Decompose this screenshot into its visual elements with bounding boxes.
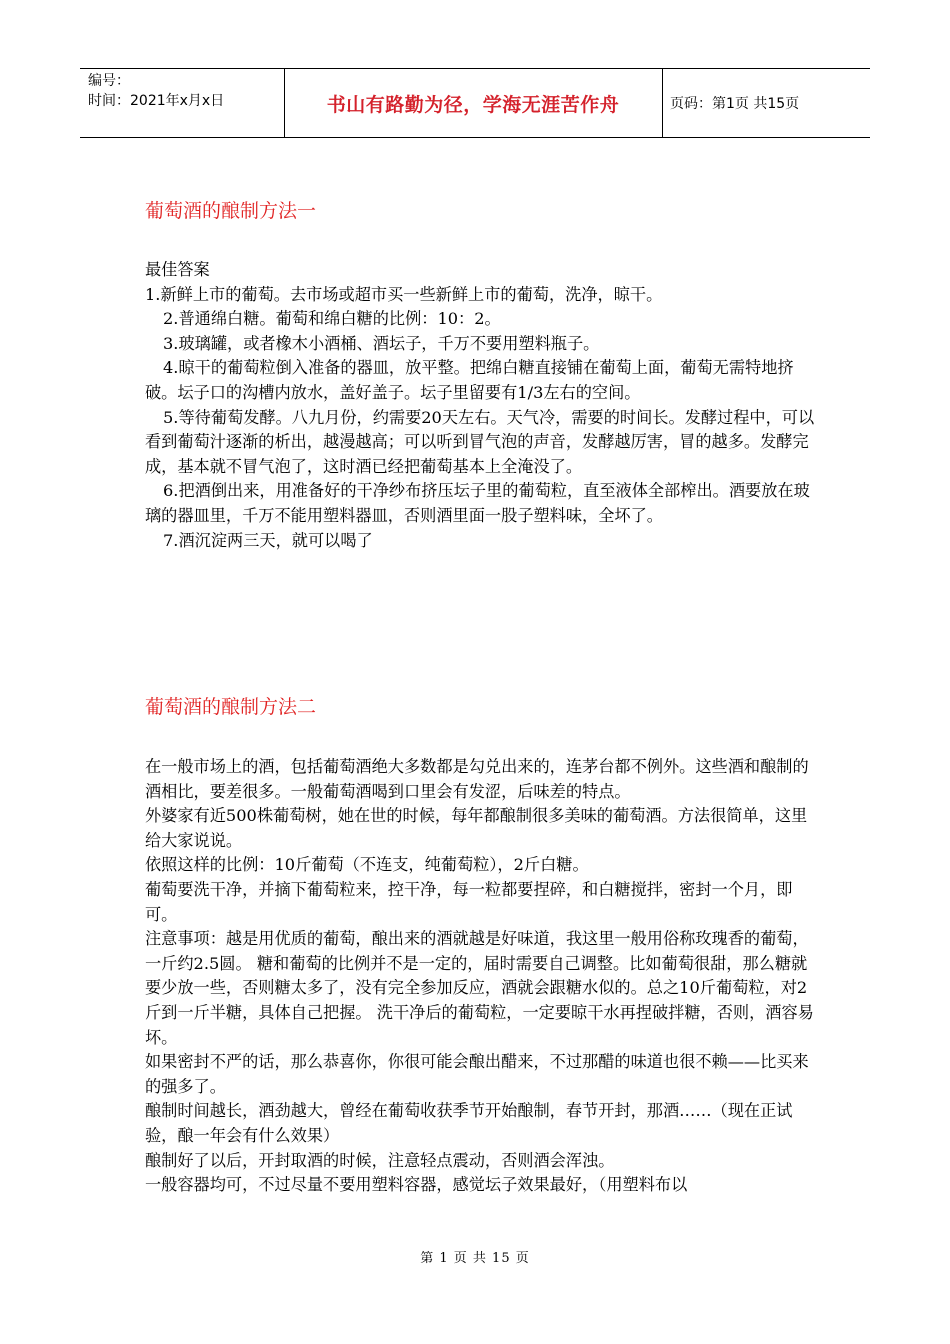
header-date-label: 时间：2021年x月x日	[88, 93, 225, 109]
section2-paragraph: 葡萄要洗干净，并摘下葡萄粒来，控干净，每一粒都要捏碎，和白糖搅拌，密封一个月，即可。	[145, 879, 793, 924]
page-footer: 第 1 页 共 15 页	[420, 1251, 530, 1266]
section1-paragraph: 4.晾干的葡萄粒倒入准备的器皿，放平整。把绵白糖直接铺在葡萄上面，葡萄无需特地挤破。坛子口的沟槽内放水，盖好盖子。坛子里留要有1/3左右的空间。	[145, 358, 794, 402]
section1-paragraph: 3.玻璃罐，或者橡木小酒桶、酒坛子，千万不要用塑料瓶子。	[163, 333, 600, 353]
section2-paragraph: 外婆家有近500株葡萄树，她在世的时候，每年都酿制很多美味的葡萄酒。方法很简单，这里给大家说说。	[145, 806, 808, 850]
section1-paragraph: 2.普通绵白糖。葡萄和绵白糖的比例：10：2。	[163, 309, 501, 329]
section1-body	[145, 258, 817, 553]
header-divider-right	[662, 69, 663, 137]
section2-paragraph: 一般容器均可，不过尽量不要用塑料容器，感觉坛子效果最好，（用塑料布以	[145, 1175, 688, 1195]
header-page-info: 页码：第1页 共15页	[670, 96, 800, 112]
section1-paragraph: 1.新鲜上市的葡萄。去市场或超市买一些新鲜上市的葡萄，洗净，晾干。	[145, 284, 663, 304]
section1-paragraph: 最佳答案	[145, 260, 210, 279]
header-motto: 书山有路勤为径，学海无涯苦作舟	[326, 93, 620, 116]
section1-paragraph: 6.把酒倒出来，用准备好的干净纱布挤压坛子里的葡萄粒，直至液体全部榨出。酒要放在玻璃的器皿里，千万不能用塑料器皿，否则酒里面一股子塑料味，全坏了。	[145, 481, 810, 525]
section2-paragraph: 在一般市场上的酒，包括葡萄酒绝大多数都是勾兑出来的，连茅台都不例外。这些酒和酿制的酒相比，要差很多。一般葡萄酒喝到口里会有发涩，后味差的特点。	[145, 757, 809, 801]
section1-title: 葡萄酒的酿制方法一	[145, 200, 317, 222]
header-number-label: 编号：	[88, 73, 130, 89]
section2-paragraph: 酿制好了以后，开封取酒的时候，注意轻点震动，否则酒会浑浊。	[145, 1150, 615, 1170]
section2-title: 葡萄酒的酿制方法二	[145, 696, 317, 718]
section2-paragraph: 酿制时间越长，酒劲越大，曾经在葡萄收获季节开始酿制，春节开封，那酒……（现在正试验，酿一年会有什么效果）	[145, 1101, 793, 1145]
section1-paragraph: 7.酒沉淀两三天，就可以喝了	[163, 530, 373, 550]
section2-paragraph: 注意事项：越是用优质的葡萄，酿出来的酒就越是好味道，我这里一般用俗称玫瑰香的葡萄，一斤约2.5圆。 糖和葡萄的比例并不是一定的，届时需要自己调整。比如葡萄很甜，那么糖就要少放一些，否则糖太多了，没有完全参加反应，酒就会跟糖水似的。总之10斤葡萄粒，对2斤到一斤半糖，具体自己把握。 洗干净后的葡萄粒，一定要晾干水再捏破拌糖，否则，酒容易坏。	[145, 929, 814, 1047]
section2-paragraph: 依照这样的比例：10斤葡萄（不连支，纯葡萄粒），2斤白糖。	[145, 855, 589, 875]
header-meta	[88, 71, 224, 111]
section2-paragraph: 如果密封不严的话，那么恭喜你，你很可能会酿出醋来，不过那醋的味道也很不赖——比买来的强多了。	[145, 1052, 809, 1096]
section2-body	[145, 755, 817, 1198]
document-header	[80, 68, 870, 138]
section1-paragraph: 5.等待葡萄发酵。八九月份，约需要20天左右。天气冷，需要的时间长。发酵过程中，可以看到葡萄汁逐渐的析出，越漫越高；可以听到冒气泡的声音，发酵越厉害，冒的越多。发酵完成，基本就不冒气泡了，这时酒已经把葡萄基本上全淹没了。	[145, 407, 815, 476]
